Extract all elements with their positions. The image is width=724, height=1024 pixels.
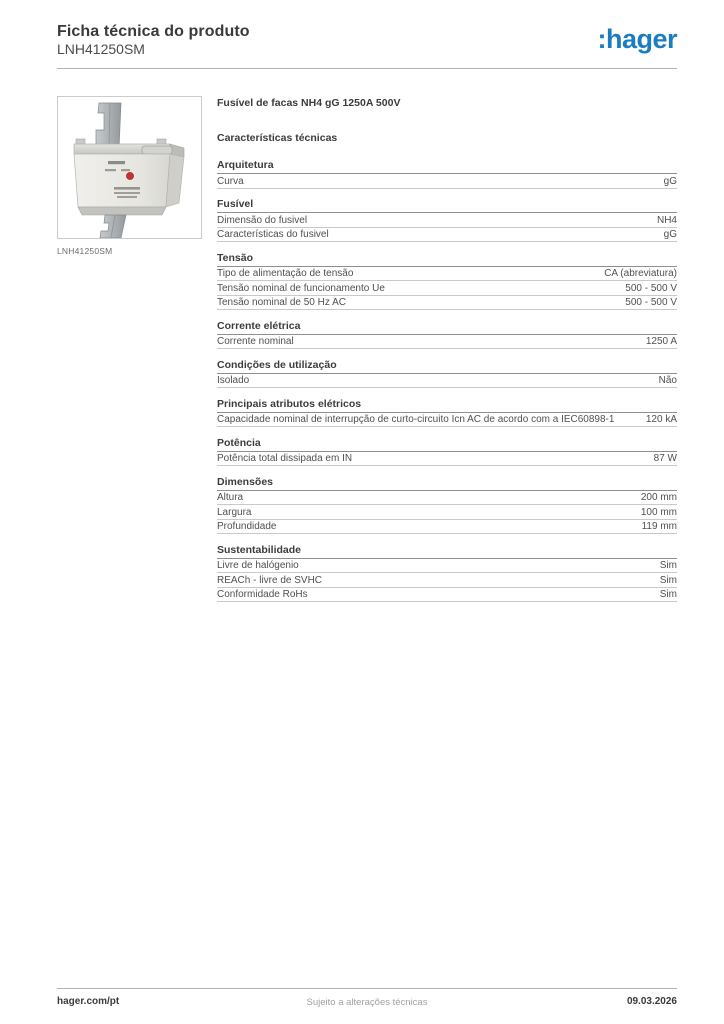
fuse-product-image [58, 97, 201, 238]
spec-section [217, 437, 677, 467]
product-reference: LNH41250SM [57, 41, 145, 57]
spec-label: Corrente nominal [217, 336, 294, 347]
spec-column [217, 96, 677, 612]
spec-row [217, 505, 677, 520]
hager-logo: :hager [597, 24, 677, 54]
spec-value: 500 - 500 V [625, 282, 677, 294]
content-area [57, 96, 677, 612]
spec-label: Tipo de alimentação de tensão [217, 268, 354, 279]
spec-section-title: Tensão [217, 252, 677, 267]
spec-label: Largura [217, 506, 252, 518]
spec-row [217, 520, 677, 535]
spec-row [217, 335, 677, 350]
spec-section [217, 252, 677, 311]
spec-label: Profundidade [217, 521, 277, 532]
product-image-column [57, 96, 202, 612]
spec-value: Sim [659, 574, 677, 586]
spec-value: Não [658, 375, 677, 386]
spec-label: Características do fusivel [217, 229, 329, 240]
spec-section [217, 476, 677, 535]
spec-sections [217, 159, 677, 602]
spec-label: Curva [217, 175, 244, 187]
spec-row [217, 559, 677, 574]
spec-value: 119 mm [641, 521, 677, 532]
spec-rows [217, 374, 677, 389]
spec-section [217, 198, 677, 242]
spec-rows [217, 559, 677, 603]
spec-section-title: Corrente elétrica [217, 320, 677, 335]
spec-label: Dimensão do fusivel [217, 214, 308, 226]
spec-label: Potência total dissipada em IN [217, 453, 353, 464]
spec-section [217, 359, 677, 389]
header-text-block [57, 22, 250, 58]
spec-section-title: Fusível [217, 198, 677, 213]
spec-label: REACh - livre de SVHC [217, 574, 323, 586]
spec-rows [217, 491, 677, 535]
spec-section-title: Dimensões [217, 476, 677, 491]
spec-row [217, 374, 677, 389]
spec-section [217, 398, 677, 428]
spec-value: 1250 A [645, 336, 677, 347]
fuse-bottom-cap [78, 207, 166, 215]
spec-row [217, 588, 677, 603]
spec-section [217, 544, 677, 603]
spec-row [217, 213, 677, 228]
spec-value: Sim [659, 589, 677, 600]
table-heading: Características técnicas [217, 132, 338, 144]
spec-section-title: Sustentabilidade [217, 544, 677, 559]
spec-row [217, 281, 677, 296]
spec-value: 100 mm [640, 506, 677, 518]
spec-label: Isolado [217, 375, 250, 386]
spec-rows [217, 335, 677, 350]
spec-value: 120 kA [645, 414, 677, 425]
fuse-top-blade [96, 103, 121, 149]
spec-row [217, 491, 677, 506]
footer-website-link[interactable]: hager.com/pt [57, 996, 120, 1007]
spec-section-title: Potência [217, 437, 677, 452]
image-caption: LNH41250SM [57, 246, 113, 256]
spec-row [217, 413, 677, 428]
spec-rows [217, 267, 677, 311]
spec-row [217, 267, 677, 282]
spec-value: NH4 [656, 214, 677, 226]
fuse-indicator-dot [126, 172, 133, 179]
page-footer [57, 988, 677, 1024]
page-header [57, 22, 677, 69]
footer-date: 09.03.2026 [626, 996, 677, 1007]
spec-rows [217, 174, 677, 189]
spec-label: Tensão nominal de funcionamento Ue [217, 282, 385, 294]
spec-label: Tensão nominal de 50 Hz AC [217, 297, 346, 308]
spec-section [217, 159, 677, 189]
spec-section-title: Arquitetura [217, 159, 677, 174]
spec-value: gG [663, 229, 677, 240]
product-title: Fusível de facas NH4 gG 1250A 500V [217, 97, 401, 109]
spec-value: gG [663, 175, 677, 187]
spec-section-title: Condições de utilização [217, 359, 677, 374]
spec-label: Livre de halógenio [217, 560, 299, 571]
spec-section-title: Principais atributos elétricos [217, 398, 677, 413]
spec-rows [217, 452, 677, 467]
spec-row [217, 452, 677, 467]
spec-value: 500 - 500 V [625, 297, 677, 308]
spec-row [217, 296, 677, 311]
spec-row [217, 174, 677, 189]
spec-value: 200 mm [640, 492, 677, 503]
spec-row [217, 573, 677, 588]
spec-label: Conformidade RoHs [217, 589, 308, 600]
spec-row [217, 228, 677, 243]
spec-value: CA (abreviatura) [604, 268, 677, 279]
spec-section [217, 320, 677, 350]
spec-value: 87 W [653, 453, 677, 464]
spec-label: Capacidade nominal de interrupção de curto-circuito Icn AC de acordo com a IEC60898-1 [217, 414, 615, 425]
spec-rows [217, 213, 677, 242]
page-title: Ficha técnica do produto [57, 23, 250, 40]
spec-label: Altura [217, 492, 244, 503]
footer-disclaimer: Sujeito a alterações técnicas [306, 997, 428, 1008]
spec-value: Sim [659, 560, 677, 571]
spec-rows [217, 413, 677, 428]
product-image-frame [57, 96, 202, 239]
